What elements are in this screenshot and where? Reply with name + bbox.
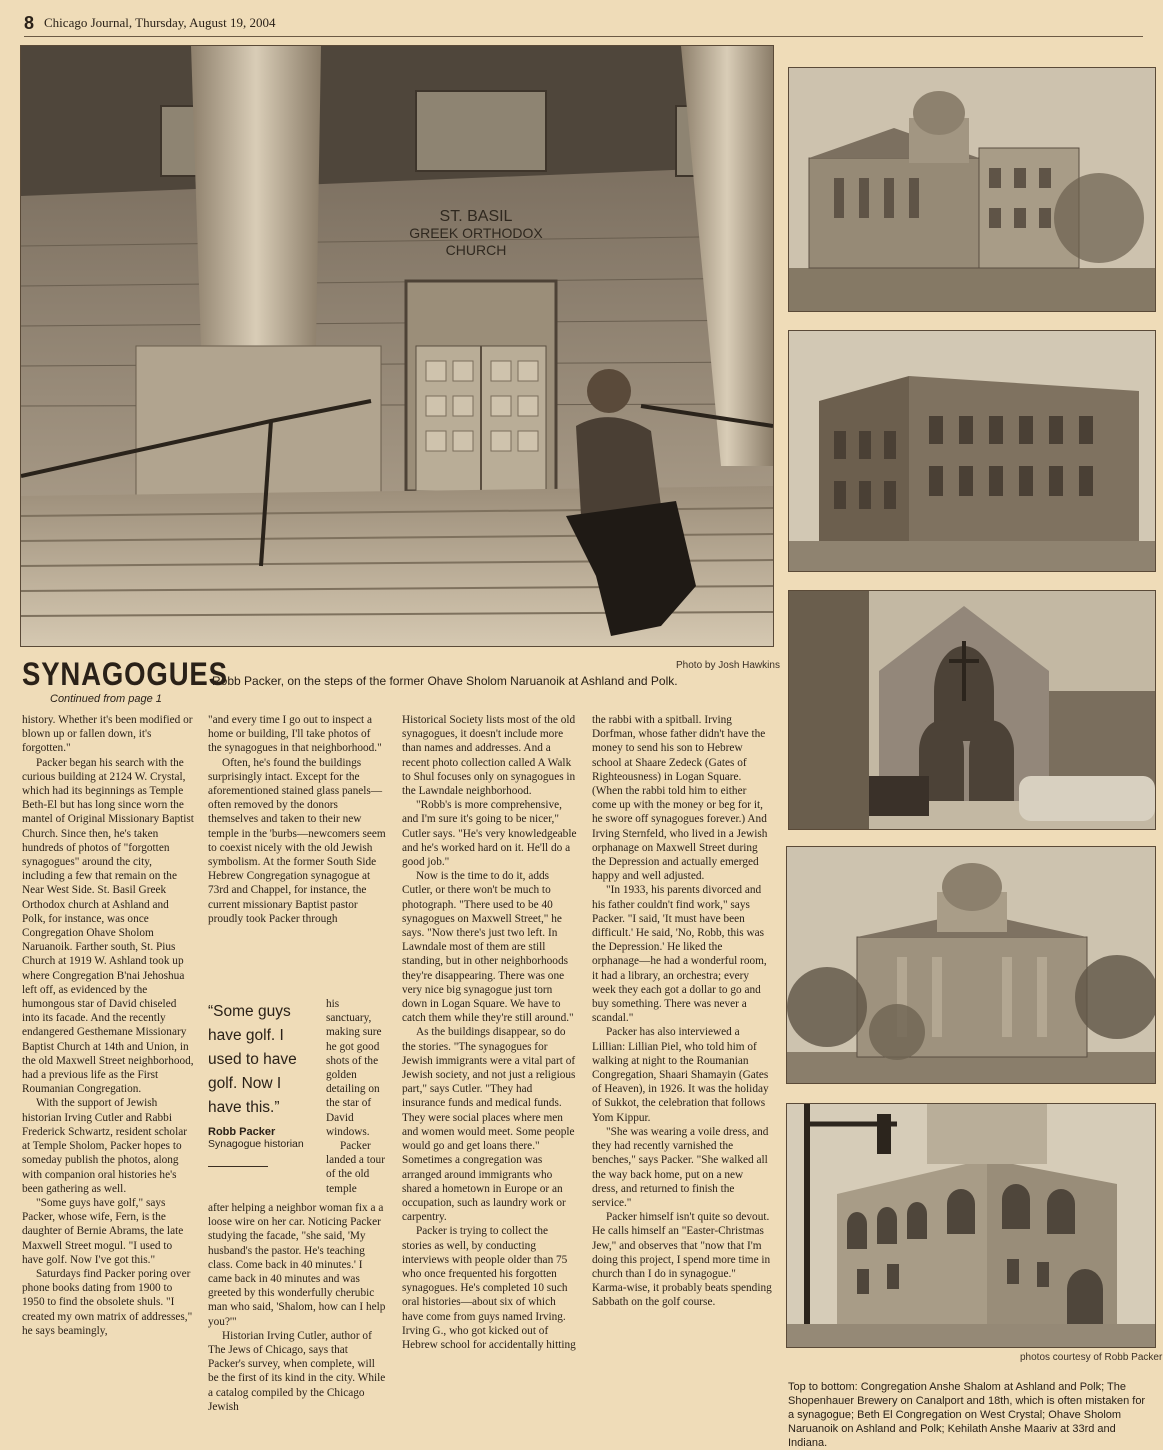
paragraph: Packer himself isn't quite so devout. He calls himself an "Easter-Christmas Jew," and observes that "now that I'm doing this project, I spend more time in church than I do in synagogue." Karma-wise, it probably beats spending Sabbath on the golf course. bbox=[592, 1211, 772, 1309]
paragraph: As the buildings disappear, so do the stories. "The synagogues for Jewish immigrants were a vital part of Jewish society, and not just a religious part," says Cutler. "They had insurance funds and medical funds. They were social places where men and women would meet. Some people would go and get loans there." Sometimes a congregation was arranged around immigrants who shared a hometown in Europe or an occupation, such as laundry work or carpentry. bbox=[402, 1026, 576, 1224]
continued-label: Continued from page 1 bbox=[50, 693, 162, 705]
article-column-2-wrap bbox=[326, 997, 386, 1197]
page-headline: SYNAGOGUES bbox=[22, 656, 228, 692]
paragraph: Historical Society lists most of the old synagogues, it doesn't include more than names and addresses. And a recent photo collection called A Walk to Shul focuses only on synagogues in the Lawndale neighborhood. bbox=[402, 714, 576, 798]
side-photo-5 bbox=[786, 1103, 1156, 1348]
page-number: 8 bbox=[24, 12, 35, 33]
paragraph: Now is the time to do it, adds Cutler, or there won't be much to photograph. "There used to be 40 synagogues on Maxwell Street," he says. "Now there's just two left. In Lawndale most of them are still standing, but in other neighborhoods they're disappearing. There was one very nice big synagogue just torn down in Logan Square. We have to catch them while they're still around." bbox=[402, 870, 574, 1025]
article-column-1 bbox=[22, 713, 194, 1443]
main-photo bbox=[20, 45, 774, 647]
main-photo-credit: Photo by Josh Hawkins bbox=[676, 660, 780, 671]
paragraph: after helping a neighbor woman fix a a loose wire on her car. Noticing Packer studying the facade, "she said, 'My husband's the pastor. He's teaching class. Come back in 40 minutes.' I came back in 40 minutes and was greeted by this wonderfully cherubic man who said, 'Shalom, how can I help you?'" bbox=[208, 1202, 386, 1328]
article-column-4 bbox=[592, 713, 772, 1443]
pull-quote-text: “Some guys have golf. I used to have golf. Now I have this.” bbox=[208, 1003, 297, 1116]
side-photo-3 bbox=[788, 590, 1156, 830]
article-column-3 bbox=[402, 713, 578, 1443]
paragraph: With the support of Jewish historian Irving Cutler and Rabbi Frederick Schwartz, resident scholar at Temple Sholom, Packer hopes to someday publish the photos, along with companion oral histories he's been gathering as well. bbox=[22, 1097, 187, 1195]
paragraph: "and every time I go out to inspect a home or building, I'll take photos of the synagogues in that neighborhood." bbox=[208, 714, 382, 755]
side-photo-1 bbox=[788, 67, 1156, 312]
paragraph: Historian Irving Cutler, author of The Jews of Chicago, says that Packer's survey, when complete, will be the first of its kind in the city. While a catalog compiled by the Chicago Jewish bbox=[208, 1329, 386, 1413]
paragraph: Often, he's found the buildings surprisingly intact. Except for the aforementioned stained glass panels—often removed by the donors themselves and taken to their new temple in the 'burbs—newcomers seem to coexist nicely with the old Jewish symbolism. At the former South Side Hebrew Congregation synagogue at 73rd and Chappel, for instance, the current missionary Baptist pastor proudly took Packer through bbox=[208, 756, 386, 925]
divider bbox=[208, 1166, 268, 1167]
pull-quote-attribution: Robb Packer bbox=[208, 1126, 276, 1138]
inscription-line1: ST. BASIL bbox=[439, 208, 513, 225]
paragraph: "She was wearing a voile dress, and they had recently varnished the benches," says Packer. "She walked all the way back home, put on a new dress, and returned to finish the service." bbox=[592, 1125, 769, 1209]
paragraph: Packer is trying to collect the stories as well, by conducting interviews with people older than 75 who once frequented his forgotten synagogues. He's completed 10 such oral histories—about six of which have come from guys named Irving. Irving G., who got kicked out of Hebrew school for accidentally hitting bbox=[402, 1225, 576, 1351]
article-column-2-bottom bbox=[208, 1201, 386, 1441]
paragraph: Packer landed a tour of the old temple bbox=[326, 1140, 385, 1195]
main-photo-caption: Robb Packer, on the steps of the former Ohave Sholom Naruanoik at Ashland and Polk. bbox=[212, 674, 678, 688]
paragraph: history. Whether it's been modified or blown up or fallen down, it's forgotten." bbox=[22, 714, 193, 755]
article-column-2-top bbox=[208, 713, 386, 998]
paragraph: "Robb's is more comprehensive, and I'm sure it's going to be nicer," Cutler says. "He's very knowledgeable and he's worked hard on it. He'll do a good job." bbox=[402, 799, 577, 869]
paragraph: "Some guys have golf," says Packer, whose wife, Fern, is the daughter of Bernie Abrams, the late Maxwell Street mogul. "I used to have golf. Now I've got this." bbox=[22, 1196, 184, 1266]
inscription-line3: CHURCH bbox=[445, 242, 507, 258]
paragraph: Packer has also interviewed a Lillian: Lillian Piel, who told him of walking at night to the Roumanian Congregation, Shaari Shamayin (Gates of Heaven), in 1926. It was the holiday of Sukkot, the celebration that follows Yom Kippur. bbox=[592, 1026, 769, 1124]
paragraph: Saturdays find Packer poring over phone books dating from 1900 to 1950 to find the obsolete shuls. "I created my own matrix of addresses," he says beamingly, bbox=[22, 1267, 193, 1337]
paragraph: the rabbi with a spitball. Irving Dorfman, whose father didn't have the money to send his son to Hebrew school at Shaare Zedeck (Gates of Righteousness) in Logan Square. (When the rabbi told him to either come up with the money or beg for it, he swore off synagogues forever.) And Irving Sternfeld, who lived in a Jewish orphanage on Maxwell Street during the Depression and actually emerged happy and well adjusted. bbox=[592, 714, 768, 883]
pull-quote bbox=[208, 1000, 318, 1167]
paragraph: Packer began his search with the curious building at 2124 W. Crystal, which had its beginnings as Temple Beth-El but has long since worn the mantel of Original Missionary Baptist Church. Since then, he's taken hundreds of photos of "forgotten synagogues" around the city, including a few that remain on the Near West Side. St. Basil Greek Orthodox church at Ashland and Polk, for instance, was once Congregation Ohave Sholom Naruanoik. Farther south, St. Pius Church at 1919 W. Ashland took up where Congregation B'nai Jehoshua left off, as evidenced by the humongous star of David chiseled into its facade. And the recently endangered Gesthemane Missionary Baptist Church at 14th and Union, in the old Maxwell Street neighborhood, had a previous life as the First Roumanian Congregation. bbox=[22, 756, 194, 1096]
side-photos-credit: photos courtesy of Robb Packer bbox=[1020, 1352, 1163, 1363]
inscription-line2: GREEK ORTHODOX bbox=[409, 225, 543, 241]
paragraph: his sanctuary, making sure he got good shots of the golden detailing on the star of David windows. bbox=[326, 998, 382, 1138]
folio-bar bbox=[24, 10, 1143, 37]
side-photo-4 bbox=[786, 846, 1156, 1084]
side-photo-2 bbox=[788, 330, 1156, 572]
side-photos-caption: Top to bottom: Congregation Anshe Shalom at Ashland and Polk; The Shopenhauer Brewery on Canalport and 18th, which is often mistaken for a synagogue; Beth El Congregation on West Crystal; Ohave Sholom Naruanoik on Ashland and Polk; Kehilath Anshe Maariv at 33rd and Indiana. bbox=[788, 1381, 1146, 1449]
dateline: Chicago Journal, Thursday, August 19, 2004 bbox=[44, 15, 276, 30]
paragraph: "In 1933, his parents divorced and his father couldn't find work," says Packer. "I said, 'It must have been difficult.' He said, 'No, Robb, this was the Depression.' He liked the orphanage—he had a wonderful room, it had a library, an orchestra; every week they each got a dollar to go and buy something. There was never a scandal." bbox=[592, 884, 767, 1025]
pull-quote-role: Synagogue historian bbox=[208, 1138, 304, 1150]
